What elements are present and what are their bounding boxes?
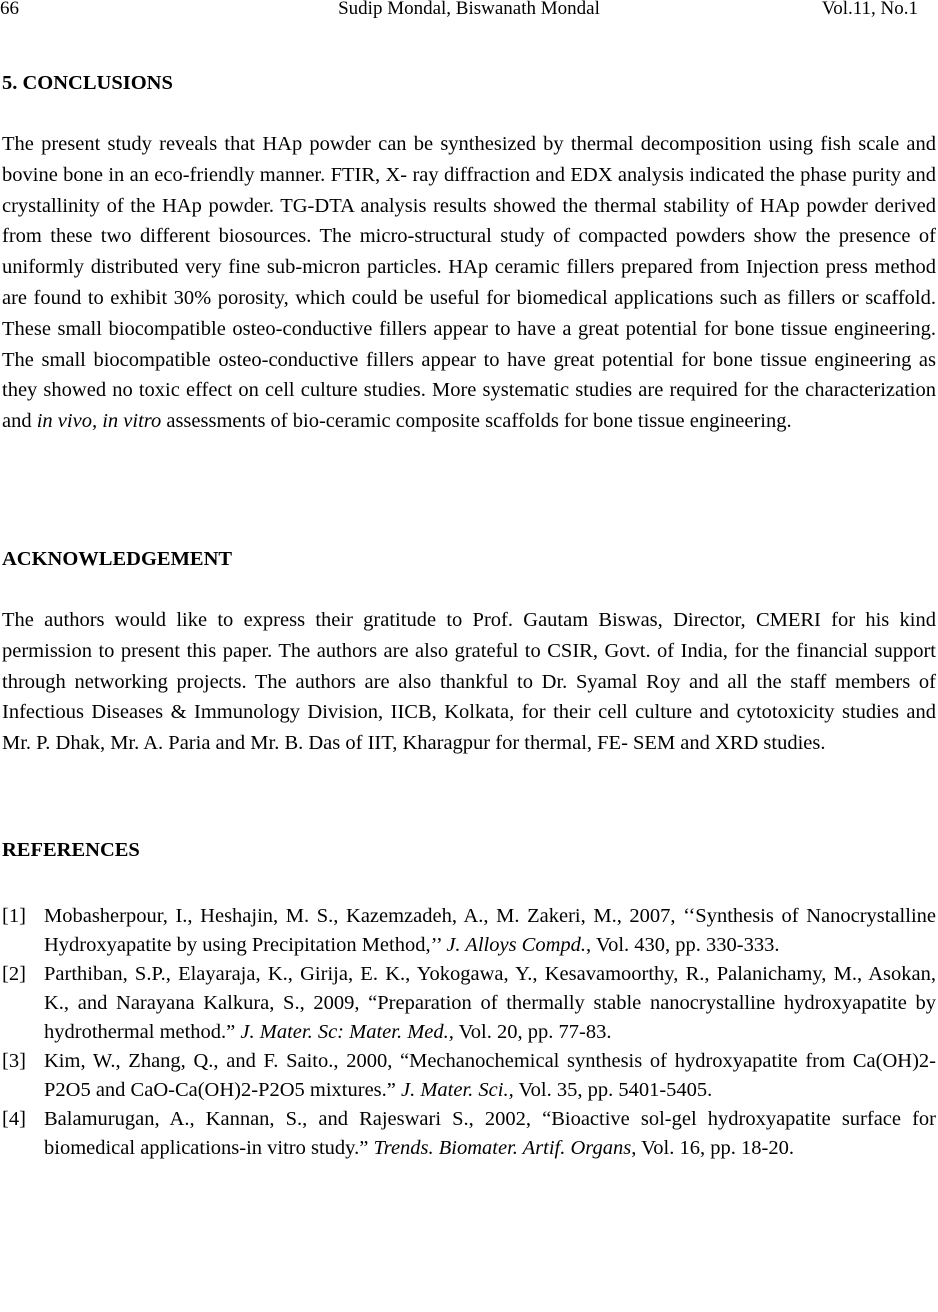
- conclusions-italic-term: in vivo, in vitro: [36, 410, 162, 433]
- reference-journal: J. Mater. Sci.,: [401, 1079, 514, 1101]
- conclusions-text-end: assessments of bio-ceramic composite scaffolds for bone tissue engineering.: [161, 410, 792, 433]
- reference-text: Kim, W., Zhang, Q., and F. Saito., 2000, “Mechanochemical synthesis of hydroxyapatite from Ca(OH)2-P2O5 and CaO-Ca(OH)2-P2O5 mixtures.”: [44, 1050, 936, 1101]
- reference-text: Mobasherpour, I., Heshajin, M. S., Kazemzadeh, A., M. Zakeri, M., 2007, ‘‘Synthesis of Nanocrystalline Hydroxyapatite by using Precipitation Method,’’: [44, 905, 936, 956]
- reference-number: [1]: [2, 905, 26, 927]
- reference-details: , Vol. 16, pp. 18-20.: [631, 1137, 794, 1159]
- reference-text: Balamurugan, A., Kannan, S., and Rajeswari S., 2002, “Bioactive sol-gel hydroxyapatite surface for biomedical applications-in vitro study.”: [44, 1108, 936, 1159]
- reference-number: [3]: [2, 1050, 26, 1072]
- conclusions-text: The present study reveals that HAp powder can be synthesized by thermal decomposition using fish scale and bovine bone in an eco-friendly manner. FTIR, X- ray diffraction and EDX analysis indicated the phase purity and crystallinity of the HAp powder. TG-DTA analysis results showed the thermal stability of HAp powder derived from these two different biosources. The micro-structural study of compacted powders show the presence of uniformly distributed very fine sub-micron particles. HAp ceramic fillers prepared from Injection press method are found to exhibit 30% porosity, which could be useful for biomedical applications such as fillers or scaffold. These small biocompatible osteo-conductive fillers appear to have a great potential for bone tissue engineering. The small biocompatible osteo-conductive fillers appear to have great potential for bone tissue engineering as they showed no toxic effect on cell culture studies. More systematic studies are required for the characterization and: [2, 133, 936, 433]
- conclusions-heading: 5. CONCLUSIONS: [2, 72, 173, 94]
- reference-journal: Trends. Biomater. Artif. Organs: [373, 1137, 632, 1159]
- reference-details: , Vol. 430, pp. 330-333.: [586, 934, 780, 956]
- running-authors: Sudip Mondal, Biswanath Mondal: [338, 0, 600, 19]
- reference-number: [4]: [2, 1108, 26, 1130]
- acknowledgement-paragraph: The authors would like to express their gratitude to Prof. Gautam Biswas, Director, CMERI for his kind permission to present this paper. The authors are also grateful to CSIR, Govt. of India, for the financial support through networking projects. The authors are also thankful to Dr. Syamal Roy and all the staff members of Infectious Diseases & Immunology Division, IICB, Kolkata, for their cell culture and cytotoxicity studies and Mr. P. Dhak, Mr. A. Paria and Mr. B. Das of IIT, Kharagpur for thermal, FE- SEM and XRD studies.: [2, 609, 936, 755]
- reference-text: Parthiban, S.P., Elayaraja, K., Girija, E. K., Yokogawa, Y., Kesavamoorthy, R., Palanichamy, M., Asokan, K., and Narayana Kalkura, S., 2009, “Preparation of thermally stable nanocrystalline hydroxyapatite by hydrothermal method.”: [44, 963, 936, 1043]
- references-heading: REFERENCES: [2, 839, 140, 861]
- volume-info: Vol.11, No.1: [821, 0, 918, 19]
- page-number: 66: [0, 0, 19, 19]
- reference-journal: J. Mater. Sc: Mater. Med.,: [240, 1021, 454, 1043]
- reference-item: [2, 1047, 936, 1105]
- acknowledgement-heading: ACKNOWLEDGEMENT: [2, 548, 233, 570]
- reference-number: [2]: [2, 963, 26, 985]
- reference-item: [2, 1105, 936, 1163]
- reference-journal: J. Alloys Compd.: [446, 934, 587, 956]
- reference-item: [2, 960, 936, 1047]
- reference-item: [2, 902, 936, 960]
- reference-details: Vol. 20, pp. 77-83.: [453, 1021, 612, 1043]
- conclusions-paragraph: [2, 129, 936, 437]
- references-list: [2, 902, 936, 1163]
- page-header: [0, 0, 938, 21]
- reference-details: Vol. 35, pp. 5401-5405.: [513, 1079, 713, 1101]
